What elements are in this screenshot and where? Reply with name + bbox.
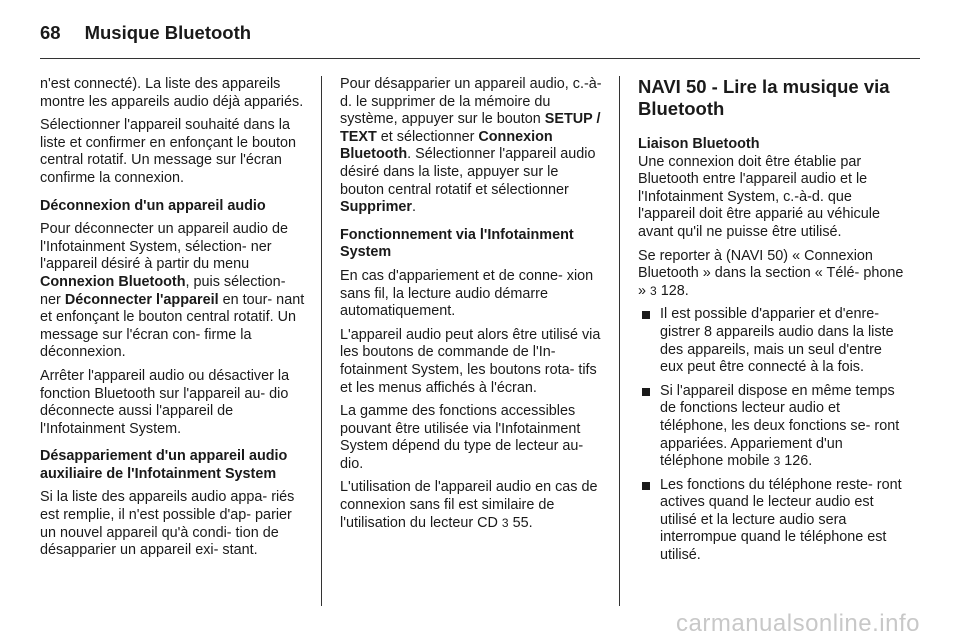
watermark: carmanualsonline.info bbox=[676, 610, 920, 637]
paragraph: n'est connecté). La liste des appareils montre les appareils audio déjà appariés. bbox=[40, 76, 304, 110]
text-span: L'utilisation de l'appareil audio en cas de connexion sans fil est similaire de l'utilisation du lecteur CD bbox=[340, 479, 598, 531]
text-span: et sélectionner bbox=[376, 128, 479, 145]
column-1 bbox=[40, 76, 305, 566]
column-divider-1 bbox=[321, 76, 322, 606]
text-span: Pour déconnecter un appareil audio de l'Infotainment System, sélection‐ ner l'appareil désiré à partir du menu bbox=[40, 221, 289, 273]
page-ref-arrow-icon: 3 bbox=[501, 515, 509, 530]
list-item bbox=[638, 477, 904, 565]
subheading-operation: Fonctionnement via l'Infotainment System bbox=[340, 226, 574, 261]
header-rule bbox=[40, 58, 920, 59]
bullet-square-icon bbox=[642, 311, 650, 319]
paragraph: Sélectionner l'appareil souhaité dans la liste et confirmer en enfonçant le bouton central rotatif. Un message sur l'écran confirme la connexion. bbox=[40, 117, 296, 186]
paragraph bbox=[40, 221, 305, 362]
menu-term: Supprimer bbox=[340, 199, 412, 216]
paragraph bbox=[340, 479, 605, 532]
column-2 bbox=[340, 76, 605, 538]
page-number: 68 bbox=[40, 22, 61, 43]
list-item-text: Les fonctions du téléphone reste‐ ront actives quand le lecteur audio est utilisé et la lecture audio sera interrompue quand le téléphone est utilisé. bbox=[660, 476, 902, 564]
text-span: Si l'appareil dispose en même temps de fonctions lecteur audio et téléphone, les deux fonctions se‐ ront appariées. Appariement d'un téléphone mobile bbox=[660, 382, 900, 470]
text-span: Pour désapparier un appareil audio, c.-à-d. le supprimer de la mémoire du système, appuyer sur le bouton bbox=[340, 76, 602, 128]
menu-term: Connexion Bluetooth bbox=[40, 273, 186, 290]
paragraph: L'appareil audio peut alors être utilisé via les boutons de commande de l'In‐ fotainment System, les boutons rota‐ tifs et les menus affichés à l'écran. bbox=[340, 326, 601, 396]
text-span: 128. bbox=[656, 282, 689, 299]
list-item-text: Il est possible d'apparier et d'enre‐ gistrer 8 appareils audio dans la liste des appareils, mais un seul d'entre eux peut être connecté à la fois. bbox=[660, 306, 894, 376]
text-span: . Sélectionner l'appareil audio désiré dans la liste, appuyer sur le bouton central rotatif et sélectionner bbox=[340, 146, 596, 198]
column-3 bbox=[638, 76, 904, 571]
paragraph: La gamme des fonctions accessibles pouvant être utilisée via l'Infotainment System dépend du type de lecteur au‐ dio. bbox=[340, 403, 584, 472]
text-span: , puis sélection‐ ner bbox=[40, 273, 286, 308]
subheading-disconnect: Déconnexion d'un appareil audio bbox=[40, 197, 266, 214]
menu-term: Connexion Bluetooth bbox=[340, 128, 553, 163]
page-ref-arrow-icon: 3 bbox=[773, 454, 781, 469]
text-span: 126. bbox=[780, 453, 813, 470]
bullet-square-icon bbox=[642, 482, 650, 490]
subheading-bluetooth-link: Liaison Bluetooth bbox=[638, 136, 760, 152]
menu-term: Déconnecter l'appareil bbox=[64, 291, 219, 308]
page-ref-arrow-icon: 3 bbox=[650, 283, 657, 298]
text-span: en tour‐ nant et enfonçant le bouton central rotatif. Un message sur l'écran con‐ firme la déconnexion. bbox=[40, 291, 305, 361]
paragraph bbox=[638, 248, 904, 301]
paragraph bbox=[340, 76, 605, 217]
paragraph: Arrêter l'appareil audio ou désactiver la fonction Bluetooth sur l'appareil au‐ dio déconnecte aussi l'appareil de l'Infotainment System. bbox=[40, 367, 290, 437]
subheading-unpair: Désappariement d'un appareil audio auxiliaire de l'Infotainment System bbox=[40, 448, 288, 482]
list-item bbox=[638, 383, 904, 471]
text-span: . bbox=[411, 199, 416, 216]
page-header bbox=[40, 18, 251, 48]
text-span: Se reporter à (NAVI 50) « Connexion Bluetooth » dans la section « Télé‐ phone » bbox=[638, 247, 904, 299]
bullet-square-icon bbox=[642, 388, 650, 396]
paragraph: Une connexion doit être établie par Bluetooth entre l'appareil audio et le l'Infotainment System, c.-à-d. que l'appareil doit être apparié au véhicule avant qu'il ne puisse être utilisé. bbox=[638, 153, 880, 240]
paragraph: Si la liste des appareils audio appa‐ riés est remplie, il n'est possible d'ap‐ parier un nouvel appareil qu'à condi‐ tion de désapparier un appareil exi‐ stant. bbox=[40, 489, 295, 559]
button-term: SETUP / TEXT bbox=[340, 111, 601, 145]
page-title: Musique Bluetooth bbox=[84, 22, 252, 43]
list-item bbox=[638, 306, 904, 376]
text-span: 55. bbox=[508, 514, 533, 531]
paragraph: En cas d'appariement et de conne‐ xion sans fil, la lecture audio démarre automatiquement. bbox=[340, 267, 594, 320]
column-divider-2 bbox=[619, 76, 620, 606]
section-title: NAVI 50 - Lire la musique via Bluetooth bbox=[638, 76, 890, 119]
